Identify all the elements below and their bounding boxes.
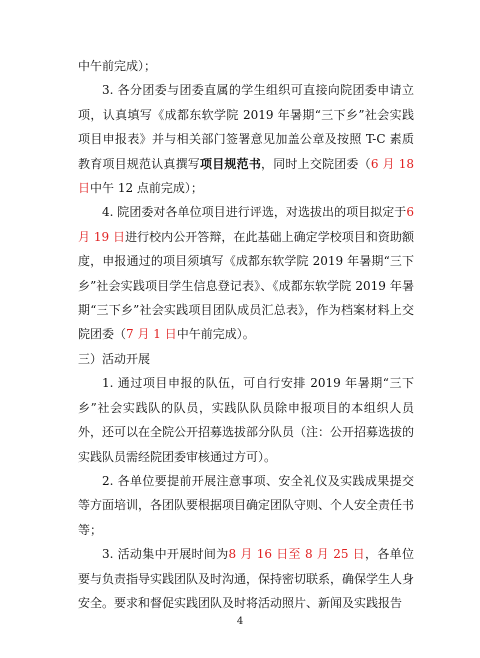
paragraph-text: 4. 院团委对各单位项目进行评选，对选拔出的项目拟定于 (102, 205, 407, 220)
paragraph-activity-3 (78, 542, 414, 615)
paragraph-activity-2 (78, 469, 414, 542)
activity-date-range: 8 月 16 日至 8 月 25 日 (228, 547, 365, 562)
paragraph-text: 2. 各单位要提前开展注意事项、安全礼仪及实践成果提交等方面培训，各团队要根据项目确定团队守则、个人安全责任书等； (78, 473, 415, 537)
document-body (78, 54, 414, 615)
emphasis-text: 项目规范书 (200, 156, 262, 171)
paragraph-text: 进行校内公开答辩，在此基础上确定学校项目和资助额度，申报通过的项目须填写《成都东软学院 2019 年暑期“三下乡”社会实践项目学生信息登记表》、《成都东软学院 2019 年暑期“三下乡”社会实践项目团队成员汇总表》，作为档案材料上交院团委（ (78, 229, 414, 342)
paragraph-text: 3. 活动集中开展时间为 (102, 547, 229, 562)
paragraph-text: ，同时上交院团委（ (261, 156, 371, 171)
deadline-date: 6 月 18 日 (78, 156, 414, 196)
paragraph-activity-1 (78, 371, 414, 469)
paragraph-text: ，各单位要与负责指导实践团队及时沟通，保持密切联系，确保学生人身安全。要求和督促实践团队及时将活动照片、新闻及实践报告 (78, 547, 415, 610)
paragraph-text: 3. 各分团委与团委直属的学生组织可直接向院团委申请立项，认真填写《成都东软学院 2019 年暑期“三下乡”社会实践项目申报表》并与相关部门签署意见加盖公章及按照 T-C 素质教育项目规范认真撰写 (78, 83, 414, 171)
paragraph-text: 1. 通过项目申报的队伍，可自行安排 2019 年暑期“三下乡”社会实践队的队员，实践队队员除申报项目的本组织人员外，还可以在全院公开招募选拔部分队员（注：公开招募选拔的实践队员需经院团委审核通过方可）。 (78, 376, 415, 464)
page-number: 4 (236, 616, 244, 627)
paragraph-item-3 (78, 78, 414, 200)
section-heading: 三）活动开展 (78, 351, 151, 366)
deadline-date: 7 月 1 日 (126, 327, 177, 342)
paragraph-text: 中午前完成）。 (176, 327, 255, 342)
paragraph-continuation (78, 54, 414, 78)
paragraph-text: 中午 12 点前完成）； (90, 181, 203, 196)
paragraph-text: 中午前完成）； (78, 59, 157, 73)
paragraph-item-4 (78, 200, 414, 346)
defense-date: 6 月 19 日 (78, 205, 414, 244)
